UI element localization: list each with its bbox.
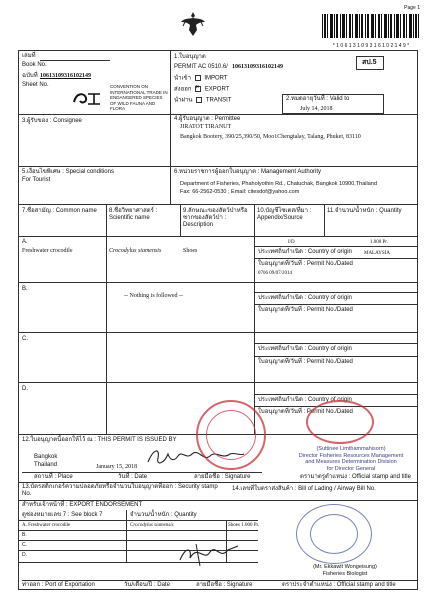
signer-name: (Suttinee Limthammahisorn) — [316, 446, 386, 452]
row-a-description: Shoes — [183, 248, 198, 254]
bill-label: 14.เลขที่ใบตราส่งสินค้า : Bill of Lading / Airway Bill No. — [232, 486, 376, 492]
permittee-address: Bangkok Bootery, 390/25,390/50, Moo1Chengtalay, Talang, Phuket, 83110 — [180, 134, 361, 140]
transit-option — [174, 97, 231, 105]
authority-address: Department of Fisheries, Phaholyothin Rd., Chatuchak, Bangkok 10900,Thailand — [180, 181, 377, 187]
issued-label: 12.ใบอนุญาตนี้ออกให้ไว้ ณ : THIS PERMIT IS ISSUED BY — [22, 437, 177, 443]
import-option — [174, 75, 228, 83]
date-label: วันที่ : Date — [118, 474, 148, 480]
permit-label-th: 1.ใบอนุญาต — [174, 54, 206, 60]
row-d-letter: D. — [22, 386, 28, 392]
conditions-label: 5.เงื่อนไขพิเศษ : Special conditions — [22, 169, 114, 175]
col-common-name: 7.ชื่อสามัญ : Common name — [22, 208, 97, 214]
barcode — [322, 14, 420, 49]
transit-checkbox[interactable] — [196, 97, 202, 103]
issued-date: January 15, 2018 — [96, 464, 138, 470]
export-checkbox[interactable] — [195, 86, 201, 92]
consignee-label: 3.ผู้รับของ : Consignee — [22, 118, 82, 124]
cites-logo — [72, 90, 102, 106]
row-d-permit-label: ใบอนุญาตที่/วันที่ : Permit No./Dated — [258, 409, 353, 415]
export-label-th: ส่งออก — [174, 86, 192, 93]
row-a-quantity: 1.000 Pr. — [370, 240, 388, 245]
endorse-a-common — [22, 523, 70, 529]
row-a-permit-label: ใบอนุญาตที่/วันที่ : Permit No./Dated — [258, 261, 353, 267]
col-description: 9.ลักษณะของสัตว์ป่าหรือซากของสัตว์ป่า : Description — [183, 208, 248, 228]
authority-label: 6.หน่วยราชการผู้ออกใบอนุญาต : Management Authority — [174, 169, 322, 175]
row-a-letter: A. — [22, 239, 28, 245]
sheet-label: Sheet No. — [22, 82, 49, 88]
endorse-a-qty: Shoes 1.000 Pr. — [228, 523, 260, 528]
row-d-origin-label: ประเทศถิ่นกำเนิด : Country of origin — [258, 397, 352, 403]
blue-export-stamp-inner — [310, 514, 358, 554]
row-c-letter: C. — [22, 336, 28, 342]
row-a-permit-value: 0706 09/07/2014 — [258, 271, 293, 276]
see-block-label: ดูช่องหมายเลข 7 : See block 7 — [22, 512, 103, 518]
barcode-text: * 1 0 6 1 3 1 0 9 3 1 6 1 0 2 1 4 9 * — [332, 43, 410, 49]
row-a-origin-label: ประเทศถิ่นกำเนิด : Country of origin — [258, 249, 352, 255]
date2-label: วัน/เดือน/ปี : Date — [124, 582, 170, 588]
row-b-permit-label: ใบอนุญาตที่/วันที่ : Permit No./Dated — [258, 307, 353, 313]
form-code: สป.5 — [362, 59, 377, 66]
port-label: ท่าออก : Port of Exportation — [22, 582, 95, 588]
permittee-name: JIRATOT TIRANUT — [180, 124, 232, 130]
signature-label: ลายมือชื่อ : Signature — [194, 474, 251, 480]
conditions-value: For Tourist — [22, 177, 51, 183]
row-a-origin-value: MALAYSIA — [364, 251, 390, 256]
export-endorsement-label: สำหรับเจ้าหน้าที่ : EXPORT ENDORSEMENT — [22, 502, 143, 508]
garuda-emblem-icon — [180, 10, 206, 38]
row-b-letter: B. — [22, 286, 28, 292]
col-scientific-name: 8.ชื่อวิทยาศาสตร์ : Scientific name — [109, 208, 158, 221]
endorse-a-scientific: Crocodylus siamensis — [130, 523, 174, 528]
row-a-appendix: I/D — [288, 240, 295, 245]
issued-place-2: Thailand — [34, 462, 58, 468]
officer-block — [290, 564, 400, 577]
book-label-th: เล่มที่ — [22, 53, 36, 59]
col-appendix: 10.บัญชีไซเตส/ที่มา : Appendix/Source — [257, 208, 312, 221]
endorse-b-letter: B. — [22, 532, 27, 538]
nothing-follows: -- Nothing is followed -- — [124, 293, 183, 299]
valid-date: July 14, 2018 — [300, 106, 333, 112]
endorse-a-common-name: Freshwater crocodile — [28, 523, 71, 528]
officer-name: (Mr. Ekkawit Wongeisung) — [313, 564, 377, 570]
signer-title-3: for Director General — [326, 465, 376, 472]
officer-title: Fisheries Biologist — [322, 570, 368, 577]
export-option — [174, 86, 229, 94]
row-c-origin-label: ประเทศถิ่นกำเนิด : Country of origin — [258, 346, 352, 352]
row-c-permit-label: ใบอนุญาตที่/วันที่ : Permit No./Dated — [258, 359, 353, 365]
row-a-common: Freshwater crocodile — [22, 248, 73, 254]
permittee-label: 4.ผู้รับอนุญาต : Permittee — [174, 116, 241, 122]
cites-logo-icon — [72, 90, 102, 106]
permit-no-label: PERMIT AC 0510.6/ — [174, 64, 228, 70]
import-checkbox[interactable] — [195, 75, 201, 81]
sheet-number: 10613109316102149 — [40, 73, 91, 79]
export-label: EXPORT — [204, 86, 230, 93]
officer-signature-icon — [176, 540, 242, 570]
permit-no: 10613109316102149 — [232, 64, 283, 70]
red-seal-inner — [206, 410, 256, 460]
col-quantity: 11.จำนวน/น้ำหนัก : Quantity — [327, 208, 402, 214]
endorse-c-letter: C. — [22, 542, 27, 548]
issued-place-1: Bangkok — [34, 454, 58, 460]
red-seal-stamp-2 — [306, 400, 374, 444]
row-b-origin-label: ประเทศถิ่นกำเนิด : Country of origin — [258, 295, 352, 301]
official2-label: ตราประจำตำแหน่ง : Official stamp and title — [282, 582, 396, 588]
convention-text: CONVENTION ON INTERNATIONAL TRADE IN ENDANGERED SPECIES OF WILD FAUNA AND FLORA — [110, 84, 168, 111]
permit-frame — [18, 50, 418, 590]
endorse-d-letter: D. — [22, 552, 27, 558]
import-label: IMPORT — [204, 75, 228, 82]
transit-label: TRANSIT — [205, 97, 232, 104]
import-label-th: นำเข้า — [174, 75, 191, 82]
valid-label: 2.หมดอายุวันที่ : Valid to — [286, 96, 350, 102]
signer-title-2: and Measures Determination Division — [305, 459, 397, 465]
transit-label-th: นำผ่าน — [174, 97, 193, 104]
authority-contact: Fax: 66-2562-0530 ; Email: citesdof@yahoo.com — [180, 189, 300, 195]
security-stamp-label: 13.บัตรสติกเกอร์ความปลอดภัยหรือจำนวนใบอนุญาตที่ออก : Security stamp No. — [22, 484, 218, 497]
endorse-a-letter: A. — [22, 523, 27, 528]
signer-title-1: Director Fisheries Resources Management — [298, 452, 404, 459]
book-label: Book No. — [22, 62, 47, 68]
sheet-label-th: ฉบับที่ — [22, 73, 38, 79]
page-number: Page 1 — [404, 5, 420, 11]
official-stamp-label: ตรามาตรูตำแหน่ง : Official stamp and title — [300, 474, 411, 480]
place-label: สถานที่ : Place — [34, 474, 73, 480]
qty-label: จำนวน/น้ำหนัก : Quantity — [130, 512, 197, 518]
row-a-scientific: Crocodylus siamensis — [109, 248, 162, 254]
signer-block — [286, 446, 416, 472]
signature2-label: ลายมือชื่อ : Signature — [196, 582, 253, 588]
barcode-icon — [322, 14, 420, 38]
